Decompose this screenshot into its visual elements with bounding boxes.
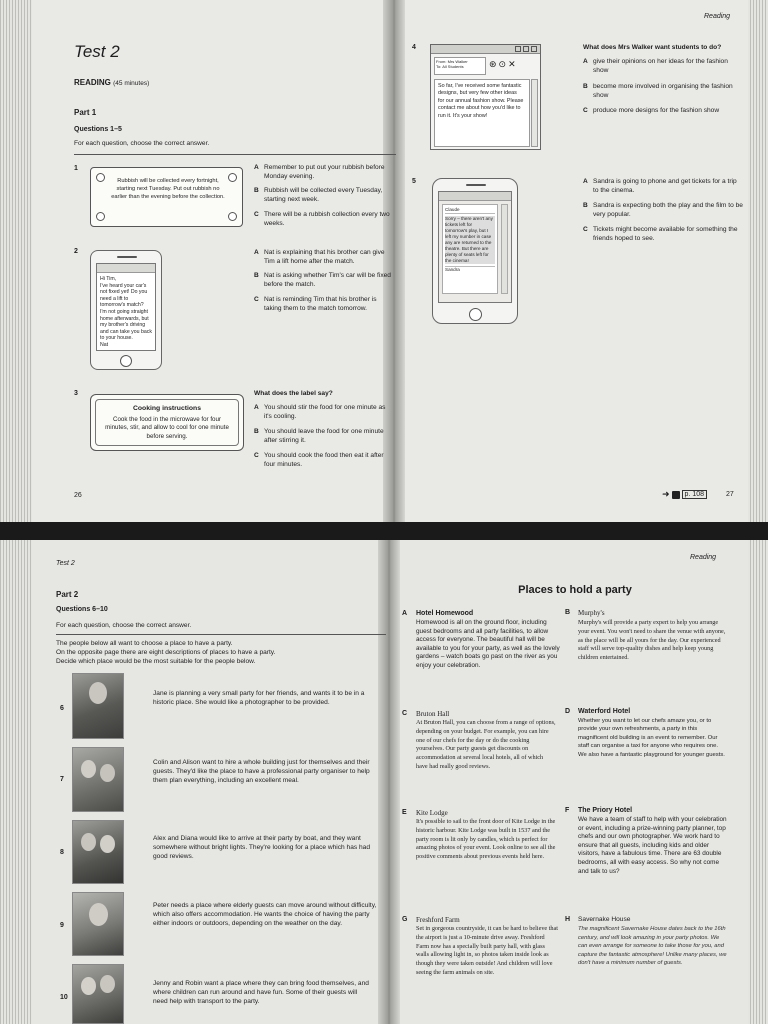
- person-description-8: Alex and Diana would like to arrive at their party by boat, and they want somewhere without bright lights. They're looking for a place which has had good reviews.: [153, 835, 371, 860]
- screw-icon: [228, 173, 237, 182]
- place-text-f: We have a team of staff to help with your celebration or event, including a prize-winning party planner, top chefs and our own photographer. We work hard to ensure that all guests, including kids and older visitors, have a fabulous time. There are 63 double bedrooms, all with easy access. So why not come and talk to us?: [578, 816, 727, 875]
- place-text-d: Whether you want to let our chefs amaze you, or to provide your own refreshments, a party in this magnificent old building is an event to remember. Our staff can organise a taxi for anyone who requires one. We also have a fantastic playground for younger guests.: [578, 718, 725, 758]
- phone-message: [90, 250, 162, 370]
- q3-option-c[interactable]: C You should cook the food then eat it after four minutes.: [254, 452, 384, 468]
- place-text-h: The magnificent Savernake House dates back to the 16th century, and will look amazing in your party photos. We can even arrange for someone to take those for you, and capture the fantastic atmosphere! Unlike many places, we don't have a minimum number of guests.: [578, 926, 727, 967]
- q2-option-a[interactable]: A Nat is explaining that his brother can give Tim a lift home after the match.: [254, 249, 385, 265]
- page-number-left: 26: [74, 492, 82, 499]
- arrow-right-icon: ➜: [662, 489, 670, 499]
- q3-question: What does the label say?: [254, 390, 333, 397]
- place-letter-d: D: [565, 708, 571, 715]
- place-name-b: Murphy's: [578, 609, 605, 617]
- tip-box-icon: [672, 491, 680, 499]
- q4-question: What does Mrs Walker want students to do?: [583, 44, 722, 51]
- question-number-5: 5: [412, 178, 416, 185]
- place-name-a: Hotel Homewood: [416, 610, 474, 617]
- phone-screen: [96, 263, 156, 351]
- place-name-f: The Priory Hotel: [578, 807, 633, 814]
- intro-text: The people below all want to choose a place to have a party. On the opposite page there are eight descriptions of places to have a party. Decide which place would be the most suitable for the people below.: [56, 640, 276, 665]
- email-action-icons: [489, 59, 518, 70]
- forward-icon[interactable]: ⊙: [498, 59, 509, 69]
- reading-label: READING: [74, 78, 111, 87]
- email-header-fields: From: Mrs Walker To: All Students: [434, 57, 486, 75]
- reply-icon[interactable]: ⊛: [489, 59, 499, 69]
- email-window: [430, 44, 541, 150]
- person-description-6: Jane is planning a very small party for her friends, and wants it to be in a historic place. She would like a photographer to be provided.: [153, 690, 365, 706]
- question-number-7: 7: [60, 776, 64, 783]
- place-text-c: At Bruton Hall, you can choose from a range of options, depending on your budget. For example, you can hire one of our chefs for the day or do the cooking yourselves. Our party guests get discounts on accommodation at several local hotels, all of which have had really good reviews.: [416, 719, 556, 770]
- place-name-c: Bruton Hall: [416, 710, 450, 718]
- person-description-9: Peter needs a place where elderly guests can move around without difficulty, which also offers accommodation. He wants the choice of having the party either indoors or outdoors, depending on the weather on the day.: [153, 902, 377, 927]
- place-text-a: Homewood is all on the ground floor, including guest bedrooms and all party facilities, to allow access for everyone. The beautiful hall will be available to you for your party, as well as the lovely gardens – watch boats go past on the river as you enjoy your celebration.: [416, 619, 560, 669]
- place-letter-a: A: [402, 610, 408, 617]
- q1-option-b[interactable]: B Rubbish will be collected every Tuesday, starting next week.: [254, 187, 383, 203]
- bottom-spread: [0, 540, 768, 1024]
- maximize-window-icon: [523, 46, 529, 52]
- place-name-d: Waterford Hotel: [578, 708, 631, 715]
- place-letter-g: G: [402, 916, 408, 923]
- screen-header: [97, 264, 155, 273]
- question-number-2: 2: [74, 248, 78, 255]
- test-title: Test 2: [74, 42, 120, 61]
- minimize-window-icon: [515, 46, 521, 52]
- phone-screen: [438, 191, 512, 303]
- place-text-e: It's possible to sail to the front door of Kite Lodge in the historic harbour. Kite Lodge was built in 1537 and the party room is lit only by candles, which is perfect for amazing photos of your event. Look online to see all the positive comments about previous events held here.: [416, 818, 556, 861]
- q4-option-a[interactable]: A give their opinions on her ideas for the fashion show: [583, 58, 728, 74]
- page-edges-right: [748, 0, 768, 522]
- place-name-e: Kite Lodge: [416, 809, 448, 817]
- question-number-3: 3: [74, 390, 78, 397]
- email-body: [434, 79, 530, 147]
- questions-heading: Questions 1–5: [74, 126, 122, 133]
- person-description-7: Colin and Alison want to hire a whole building just for themselves and their guests. They'd like the place to have a professional party organiser to help them plan everything, including an excellent meal.: [153, 759, 370, 784]
- screw-icon: [228, 212, 237, 221]
- person-photo-alex-diana: [72, 820, 124, 884]
- q5-option-c[interactable]: C Tickets might become available for something the friends hoped to see.: [583, 226, 738, 242]
- running-header: Test 2: [56, 560, 75, 567]
- q2-option-b[interactable]: B Nat is asking whether Tim's car will be fixed before the match.: [254, 272, 391, 288]
- question-number-1: 1: [74, 165, 78, 172]
- window-titlebar: [431, 45, 540, 54]
- screen-header: [439, 192, 511, 201]
- q1-option-c[interactable]: C There will be a rubbish collection every two weeks.: [254, 211, 390, 227]
- food-label: [90, 394, 244, 451]
- label-title: Cooking instructions: [133, 405, 201, 412]
- instruction-text: For each question, choose the correct answer.: [56, 622, 192, 629]
- place-letter-c: C: [402, 710, 408, 717]
- home-button: [469, 308, 482, 321]
- q1-option-a[interactable]: A Remember to put out your rubbish before Monday evening.: [254, 164, 385, 180]
- home-button: [120, 355, 132, 367]
- close-window-icon: [531, 46, 537, 52]
- reading-heading: [74, 78, 149, 87]
- page-edges-left: [0, 540, 32, 1024]
- questions-heading: Questions 6–10: [56, 606, 108, 613]
- place-letter-h: H: [565, 916, 571, 923]
- q5-option-a[interactable]: A Sandra is going to phone and get tickets for a trip to the cinema.: [583, 178, 737, 194]
- person-photo-colin-alison: [72, 747, 124, 812]
- question-number-4: 4: [412, 44, 416, 51]
- person-photo-peter: [72, 892, 124, 956]
- email-text: So far, I've received some fantastic designs, but very few other ideas for our annual fashion show. Please contact me about how you'd like to run it. It's your show!: [438, 83, 524, 119]
- question-number-8: 8: [60, 849, 64, 856]
- message-body: Claude Sorry – there aren't any tickets left for tomorrow's play, but I left my number in case any are returned to the theatre. But there are plenty of seats left for the cinema! Sandra: [442, 204, 498, 294]
- question-number-9: 9: [60, 922, 64, 929]
- speaker-icon: [117, 256, 137, 258]
- q5-option-b[interactable]: B Sandra is expecting both the play and the film to be very popular.: [583, 202, 743, 218]
- message-body: Hi Tim, I've heard your car's not fixed yet! Do you need a lift to tomorrow's match? I'm not going straight home afterwards, but my brother's driving and can take you back to your house. Nat: [100, 276, 152, 348]
- person-photo-jane: [72, 673, 124, 739]
- screw-icon: [96, 212, 105, 221]
- running-header: Reading: [690, 554, 717, 561]
- page-edges-left: [0, 0, 32, 522]
- page-edges-right: [748, 540, 768, 1024]
- page-reference[interactable]: [662, 489, 707, 500]
- scrollbar[interactable]: [531, 79, 538, 147]
- q3-option-a[interactable]: A You should stir the food for one minute as it's cooling.: [254, 404, 386, 420]
- reading-time: (45 minutes): [113, 80, 150, 87]
- notice-text: Rubbish will be collected every fortnight, starting next Tuesday. Put out rubbish no earlier than the evening before the collection.: [111, 178, 225, 200]
- place-text-b: Murphy's will provide a party expert to help you arrange your event. You won't need to share the venue with anyone, as the place will be all yours for the day. Our experienced staff will serve top-quality dishes and help keep young children entertained.: [578, 619, 726, 662]
- person-description-10: Jenny and Robin want a place where they can bring food themselves, and where children can run around and have fun. Some of their guests will need help with transport to the party.: [153, 980, 369, 1005]
- close-icon[interactable]: ✕: [508, 59, 518, 69]
- page-number-right: 27: [726, 491, 734, 498]
- place-name-g: Freshford Farm: [416, 916, 460, 924]
- q3-option-b[interactable]: B You should leave the food for one minute after stirring it.: [254, 428, 384, 444]
- q4-option-c[interactable]: C produce more designs for the fashion show: [583, 107, 720, 114]
- scrollbar[interactable]: [501, 204, 508, 294]
- place-text-g: Set in gorgeous countryside, it can be hard to believe that the airport is just a 10-minute drive away. Freshford Farm now has a specially built party hall, with glass walls allowing light in, so photos taken inside look as though they were taken outside! And children will love seeing the farm animals on site.: [416, 925, 558, 976]
- part-heading: Part 2: [56, 590, 79, 599]
- question-number-10: 10: [60, 994, 68, 1001]
- place-letter-e: E: [402, 809, 407, 816]
- page-ref-label: p. 108: [682, 490, 707, 499]
- place-name-h: Savernake House: [578, 916, 631, 923]
- running-header: Reading: [704, 13, 731, 20]
- person-photo-jenny-robin: [72, 964, 124, 1024]
- book-gutter: [378, 540, 400, 1024]
- label-text: Cook the food in the microwave for four minutes, stir, and allow to cool for one minute before serving.: [105, 416, 229, 440]
- question-number-6: 6: [60, 705, 64, 712]
- divider: [56, 634, 386, 635]
- phone-message: [432, 178, 518, 324]
- place-letter-f: F: [565, 807, 570, 814]
- page-title: Places to hold a party: [518, 584, 632, 596]
- q4-option-b[interactable]: B become more involved in organising the fashion show: [583, 83, 733, 99]
- instruction-text: For each question, choose the correct answer.: [74, 140, 210, 147]
- screw-icon: [96, 173, 105, 182]
- divider: [74, 154, 396, 155]
- speaker-icon: [466, 184, 486, 186]
- part-heading: Part 1: [74, 108, 97, 117]
- rubbish-notice: [90, 167, 243, 227]
- q2-option-c[interactable]: C Nat is reminding Tim that his brother is taking them to the match tomorrow.: [254, 296, 377, 312]
- place-letter-b: B: [565, 609, 571, 616]
